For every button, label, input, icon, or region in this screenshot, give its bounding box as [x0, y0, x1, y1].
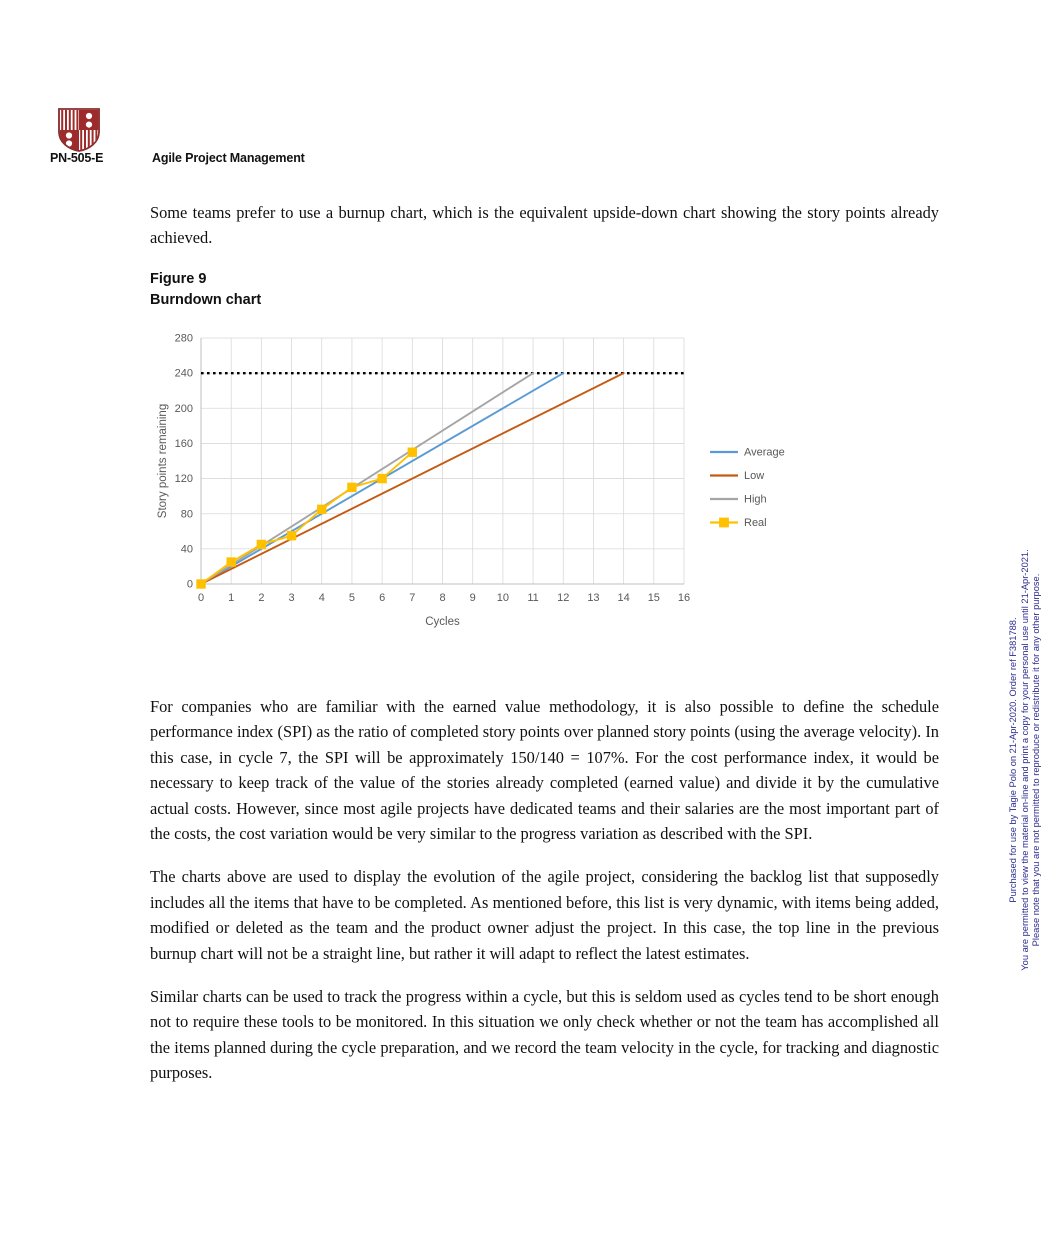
- document-subject: Agile Project Management: [152, 151, 305, 165]
- chart-data-point-real: [318, 505, 326, 513]
- paragraph-1: For companies who are familiar with the earned value methodology, it is also possible to define the schedule performance index (SPI) as the ratio of completed story points over planned story points (using the average velocity). In this case, in cycle 7, the SPI will be approximately 150/140 = 107%. For the cost performance index, it would be necessary to keep track of the value of the stories already completed (earned value) and divide it by the cumulative actual costs. However, since most agile projects have dedicated teams and their salaries are the most important part of the costs, the cost variation would be very similar to the progress variation as described with the SPI.: [150, 697, 939, 844]
- figure-burndown-chart: [150, 322, 939, 642]
- paragraph-2: The charts above are used to display the evolution of the agile project, considering the backlog list that supposedly includes all the items that have to be completed. As mentioned before, this list is very dynamic, with items being added, modified or deleted as the team and the product owner adjust the project. In this case, the top line in the previous burnup chart will not be a straight line, but rather it will adapt to reflect the latest estimates.: [150, 867, 939, 963]
- chart-x-tick-label: 4: [318, 592, 325, 604]
- legend-label-real: Real: [744, 517, 767, 530]
- chart-data-point-real: [408, 448, 416, 456]
- intro-block: [150, 200, 939, 311]
- paragraph-intro: Some teams prefer to use a burnup chart, which is the equivalent upside-down chart showing the story points already achieved.: [150, 203, 939, 248]
- licence-watermark: [1008, 460, 1043, 1060]
- legend-label-average: Average: [744, 446, 785, 459]
- chart-x-tick-label: 6: [379, 592, 386, 604]
- chart-x-tick-label: 12: [557, 592, 570, 604]
- legend-label-high: High: [744, 493, 767, 506]
- chart-data-point-real: [287, 531, 295, 539]
- chart-x-tick-label: 15: [647, 592, 660, 604]
- chart-data-point-real: [257, 540, 265, 548]
- legend-marker-real: [720, 518, 729, 527]
- watermark-line-2: You are permitted to view the material on-line and print a copy for your personal use until 21-Apr-2021.: [1019, 549, 1030, 971]
- chart-x-tick-label: 9: [469, 592, 476, 604]
- chart-x-tick-label: 0: [197, 592, 205, 604]
- chart-x-tick-label: 14: [617, 592, 630, 604]
- chart-x-tick-label: 10: [496, 592, 509, 604]
- chart-y-tick-label: 80: [180, 508, 193, 521]
- chart-x-tick-label: 3: [288, 592, 295, 604]
- figure-caption: [150, 269, 939, 311]
- chart-data-point-real: [348, 483, 356, 491]
- document-code: PN-505-E: [50, 151, 104, 165]
- chart-x-tick-label: 7: [409, 592, 416, 604]
- iese-crest-icon: [58, 108, 100, 152]
- chart-y-tick-label: 120: [174, 473, 193, 486]
- watermark-line-1: Purchased for use by Tagie Polo on 21-Apr-2020. Order ref F381788.: [1008, 617, 1018, 903]
- legend-label-low: Low: [744, 470, 765, 483]
- chart-y-tick-label: 0: [186, 578, 193, 591]
- chart-x-tick-label: 11: [527, 592, 539, 604]
- chart-x-tick-label: 8: [439, 592, 446, 604]
- chart-x-tick-label: 5: [348, 592, 355, 604]
- chart-x-tick-label: 1: [228, 592, 235, 604]
- watermark-line-3: Please note that you are not permitted to reproduce or redistribute it for any other purpose.: [1031, 573, 1042, 947]
- burndown-chart-svg: [150, 322, 939, 642]
- figure-number: Figure 9: [150, 270, 207, 287]
- chart-y-tick-label: 280: [174, 332, 193, 345]
- chart-y-tick-label: 40: [180, 543, 193, 556]
- page-header: [0, 104, 1051, 174]
- chart-data-point-real: [227, 558, 235, 566]
- body-block: [150, 694, 939, 1086]
- chart-x-tick-label: 16: [677, 592, 691, 604]
- chart-data-point-real: [197, 580, 205, 588]
- chart-x-tick-label: 13: [587, 592, 600, 604]
- chart-x-axis-title: Cycles: [425, 616, 460, 628]
- chart-data-point-real: [378, 474, 386, 482]
- chart-y-axis-title: Story points remaining: [157, 403, 169, 519]
- paragraph-3: Similar charts can be used to track the progress within a cycle, but this is seldom used as cycles tend to be short enough not to require these tools to be monitored. In this situation we only check whether or not the team has accomplished all the items planned during the cycle preparation, and we record the team velocity in the cycle, for tracking and diagnostic purposes.: [150, 987, 939, 1083]
- chart-y-tick-label: 160: [174, 438, 193, 451]
- chart-x-tick-label: 2: [258, 592, 265, 604]
- figure-title: Burndown chart: [150, 291, 262, 308]
- chart-y-tick-label: 240: [174, 367, 193, 380]
- chart-y-tick-label: 200: [174, 402, 193, 415]
